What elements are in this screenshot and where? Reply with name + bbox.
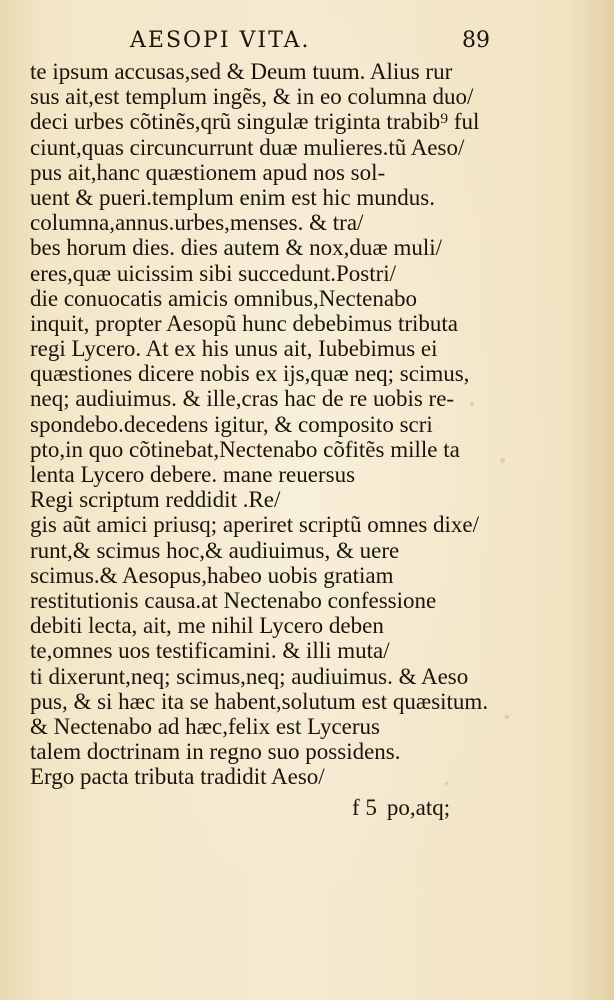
text-line: bes horum dies. dies autem & nox,duæ muli/ <box>30 235 443 261</box>
text-line: inquit, propter Aesopũ hunc debebimus tributa <box>30 310 458 336</box>
running-head: AESOPI VITA. <box>130 28 311 53</box>
text-line: quæstiones dicere nobis ex ĳs,quæ neq; scimus, <box>30 361 470 387</box>
text-line: die conuocatis amicis omnibus,Nectenabo <box>30 285 418 311</box>
text-line: regi Lycero. At ex his unus ait, Iubebimus ei <box>30 336 438 362</box>
text-line: pus ait,hanc quæstionem apud nos sol- <box>30 159 386 185</box>
text-line: Regi scriptum reddidit .Re/ <box>30 487 281 513</box>
text-line: runt,& scimus hoc,& audiuimus, & uere <box>30 537 400 563</box>
text-line: restitutionis causa.at Nectenabo confessione <box>30 587 437 613</box>
text-line: ti dixerunt,neq; scimus,neq; audiuimus. & Aeso <box>30 663 469 689</box>
text-line: Ergo pacta tributa tradidit Aeso/ <box>30 764 325 790</box>
body-text <box>30 59 510 789</box>
page-header <box>130 26 490 60</box>
text-line: uent & pueri.templum enim est hic mundus. <box>30 184 435 210</box>
text-line: spondebo.decedens igitur, & composito scri <box>30 411 433 437</box>
text-line: & Nectenabo ad hæc,felix est Lycerus <box>30 713 380 739</box>
text-line: pto,in quo cõtinebat,Nectenabo cõfitẽs mille ta <box>30 436 460 462</box>
text-line: deci urbes cõtinẽs,qrũ singulæ triginta trabib⁹ ful <box>30 109 480 135</box>
text-line: debiti lecta, ait, me nihil Lycero deben <box>30 613 384 639</box>
text-line: pus, & si hæc ita se habent,solutum est quæsitum. <box>30 688 489 714</box>
text-line: talem doctrinam in regno suo possidens. <box>30 739 401 765</box>
signature-mark: f 5 <box>352 795 377 820</box>
text-line: te ipsum accusas,sed & Deum tuum. Alius rur <box>30 59 453 84</box>
text-line: sus ait,est templum ingẽs, & in eo columna duo/ <box>30 84 474 110</box>
text-line: neq; audiuimus. & ille,cras hac de re uobis re- <box>30 386 455 412</box>
text-line: gis aũt amici priusq; aperiret scriptũ omnes dixe/ <box>30 512 480 538</box>
text-line: te,omnes uos testificamini. & illi muta/ <box>30 638 390 664</box>
text-line: eres,quæ uicissim sibi succedunt.Postri/ <box>30 260 397 286</box>
catchword: po,atq; <box>386 795 451 820</box>
text-line: lenta Lycero debere. mane reuersus <box>30 462 356 487</box>
text-line: columna,annus.urbes,menses. & tra/ <box>30 210 364 236</box>
text-line: ciunt,quas circuncurrunt duæ mulieres.tũ Aeso/ <box>30 134 465 160</box>
page-footer <box>352 795 450 821</box>
text-line: scimus.& Aesopus,habeo uobis gratiam <box>30 562 394 588</box>
page-number: 89 <box>462 28 490 53</box>
